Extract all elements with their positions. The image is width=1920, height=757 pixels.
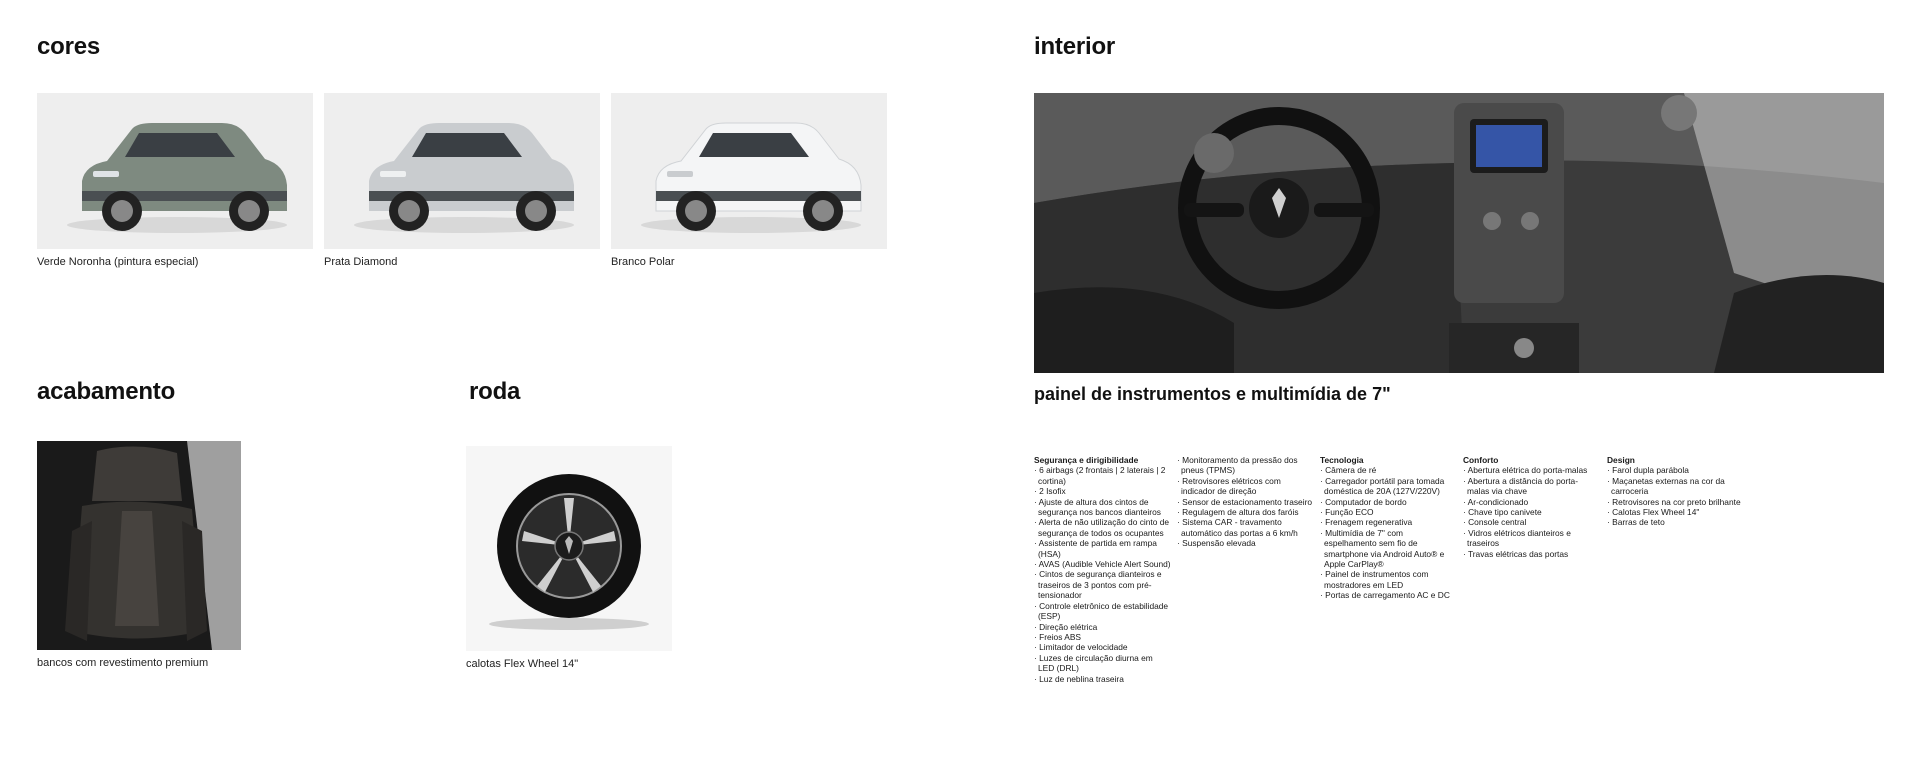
wheel-illustration	[466, 446, 672, 651]
feature-item: · Frenagem regenerativa	[1320, 517, 1457, 527]
color-option-prata-diamond[interactable]	[324, 93, 600, 268]
feature-item: · Monitoramento da pressão dos pneus (TPMS)	[1177, 455, 1314, 476]
interior-dashboard-image	[1034, 93, 1884, 373]
feature-item: · Direção elétrica	[1034, 622, 1171, 632]
feature-item: · Função ECO	[1320, 507, 1457, 517]
feature-item: · Vidros elétricos dianteiros e traseiros	[1463, 528, 1600, 549]
feature-item: · Ajuste de altura dos cintos de segurança nos bancos dianteiros	[1034, 497, 1171, 518]
feature-item: · Sistema CAR - travamento automático das portas a 6 km/h	[1177, 517, 1314, 538]
features-heading: Design	[1607, 455, 1635, 465]
dashboard-illustration	[1034, 93, 1884, 373]
cores-title: cores	[37, 33, 101, 60]
feature-item: · Retrovisores na cor preto brilhante	[1607, 497, 1744, 507]
feature-item: · Barras de teto	[1607, 517, 1744, 527]
feature-item: · 2 Isofix	[1034, 486, 1171, 496]
car-image	[611, 93, 887, 249]
seat-caption: bancos com revestimento premium	[37, 657, 209, 669]
feature-item: · AVAS (Audible Vehicle Alert Sound)	[1034, 559, 1171, 569]
features-list	[1320, 465, 1457, 600]
features-heading: Segurança e dirigibilidade	[1034, 455, 1139, 465]
feature-item: · Chave tipo canivete	[1463, 507, 1600, 517]
feature-item: · Abertura elétrica do porta-malas	[1463, 465, 1600, 475]
feature-item: · Painel de instrumentos com mostradores em LED	[1320, 569, 1457, 590]
feature-item: · Cintos de segurança dianteiros e traseiros de 3 pontos com pré-tensionador	[1034, 569, 1171, 600]
features-column-seguranca	[1034, 455, 1171, 684]
feature-item: · Ar-condicionado	[1463, 497, 1600, 507]
wheel-card	[466, 446, 672, 670]
feature-item: · 6 airbags (2 frontais | 2 laterais | 2 cortina)	[1034, 465, 1171, 486]
feature-item: · Computador de bordo	[1320, 497, 1457, 507]
wheel-caption: calotas Flex Wheel 14"	[466, 658, 579, 670]
seat-image	[37, 441, 241, 650]
features-column-design	[1607, 455, 1744, 528]
feature-item: · Luz de neblina traseira	[1034, 674, 1171, 684]
acabamento-title: acabamento	[37, 378, 176, 405]
features-list	[1607, 465, 1744, 527]
roda-title: roda	[469, 378, 521, 405]
feature-item: · Portas de carregamento AC e DC	[1320, 590, 1457, 600]
features-list	[1034, 465, 1171, 684]
feature-item: · Retrovisores elétricos com indicador de direção	[1177, 476, 1314, 497]
color-label: Branco Polar	[611, 256, 675, 268]
features-list	[1177, 455, 1314, 549]
feature-item: · Maçanetas externas na cor da carroceria	[1607, 476, 1744, 497]
color-label: Verde Noronha (pintura especial)	[37, 256, 199, 268]
feature-item: · Abertura a distância do porta-malas via chave	[1463, 476, 1600, 497]
feature-item: · Carregador portátil para tomada doméstica de 20A (127V/220V)	[1320, 476, 1457, 497]
feature-item: · Multimídia de 7" com espelhamento sem fio de smartphone via Android Auto® e Apple CarPlay®	[1320, 528, 1457, 570]
car-illustration	[37, 93, 313, 249]
feature-item: · Câmera de ré	[1320, 465, 1457, 475]
interior-title: interior	[1034, 33, 1116, 60]
car-image	[37, 93, 313, 249]
car-image	[324, 93, 600, 249]
feature-item: · Console central	[1463, 517, 1600, 527]
feature-item: · Suspensão elevada	[1177, 538, 1314, 548]
feature-item: · Limitador de velocidade	[1034, 642, 1171, 652]
feature-item: · Calotas Flex Wheel 14"	[1607, 507, 1744, 517]
feature-item: · Sensor de estacionamento traseiro	[1177, 497, 1314, 507]
feature-item: · Luzes de circulação diurna em LED (DRL)	[1034, 653, 1171, 674]
car-illustration	[611, 93, 887, 249]
feature-item: · Controle eletrônico de estabilidade (ESP)	[1034, 601, 1171, 622]
feature-item: · Assistente de partida em rampa (HSA)	[1034, 538, 1171, 559]
color-label: Prata Diamond	[324, 256, 398, 268]
color-option-branco-polar[interactable]	[611, 93, 887, 268]
color-option-verde-noronha[interactable]	[37, 93, 313, 268]
features-column-seguranca-cont	[1177, 455, 1314, 549]
features-heading: Conforto	[1463, 455, 1499, 465]
feature-item: · Freios ABS	[1034, 632, 1171, 642]
wheel-image	[466, 446, 672, 651]
feature-item: · Travas elétricas das portas	[1463, 549, 1600, 559]
car-illustration	[324, 93, 600, 249]
seat-card	[37, 441, 241, 669]
feature-item: · Alerta de não utilização do cinto de segurança de todos os ocupantes	[1034, 517, 1171, 538]
features-heading: Tecnologia	[1320, 455, 1364, 465]
feature-item: · Farol dupla parábola	[1607, 465, 1744, 475]
features-list	[1463, 465, 1600, 559]
features-column-tecnologia	[1320, 455, 1457, 601]
interior-subtitle: painel de instrumentos e multimídia de 7"	[1034, 384, 1391, 404]
feature-item: · Regulagem de altura dos faróis	[1177, 507, 1314, 517]
features-column-conforto	[1463, 455, 1600, 559]
seat-illustration	[37, 441, 241, 650]
